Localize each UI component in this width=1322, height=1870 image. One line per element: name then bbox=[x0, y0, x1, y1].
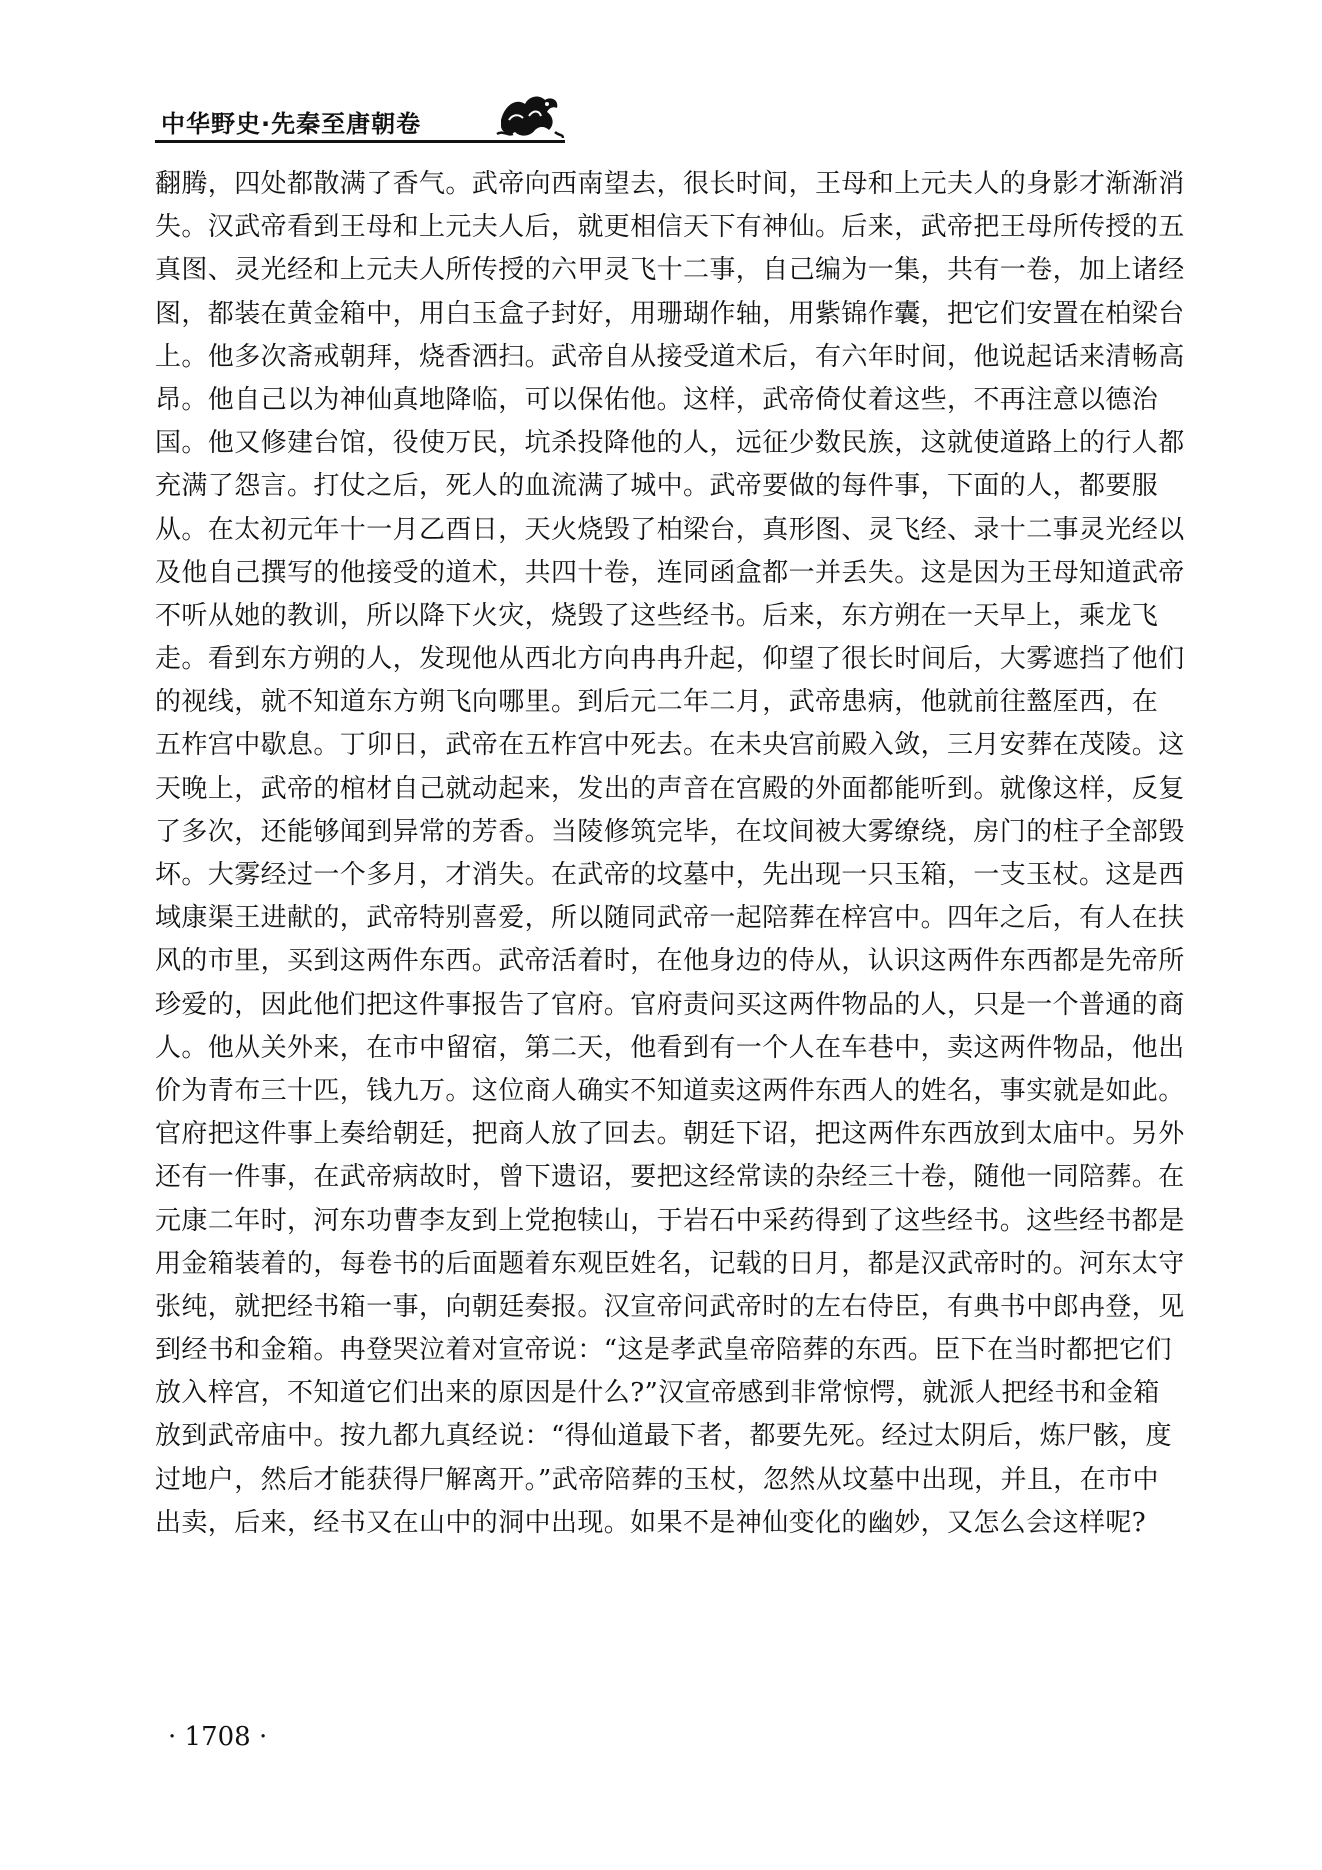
text-line: 风的市里，买到这两件东西。武帝活着时，在他身边的侍从，认识这两件东西都是先帝所 bbox=[155, 946, 1185, 977]
text-line: 还有一件事，在武帝病故时，曾下遗诏，要把这经常读的杂经三十卷，随他一同陪葬。在 bbox=[155, 1162, 1185, 1193]
page-number: · 1708 · bbox=[168, 1722, 268, 1752]
header-rule bbox=[155, 140, 565, 143]
text-line: 翻腾，四处都散满了香气。武帝向西南望去，很长时间，王母和上元夫人的身影才渐渐消 bbox=[155, 169, 1185, 199]
text-line: 从。在太初元年十一月乙酉日，天火烧毁了柏梁台，真形图、灵飞经、录十二事灵光经以 bbox=[155, 514, 1185, 545]
text-line: 到经书和金箱。冉登哭泣着对宣帝说：“这是孝武皇帝陪葬的东西。臣下在当时都把它们 bbox=[155, 1335, 1172, 1366]
text-line: 珍爱的，因此他们把这件事报告了官府。官府责问买这两件物品的人，只是一个普通的商 bbox=[155, 989, 1185, 1020]
text-line: 价为青布三十匹，钱九万。这位商人确实不知道卖这两件东西人的姓名，事实就是如此。 bbox=[155, 1075, 1185, 1106]
text-line: 过地户，然后才能获得尸解离开。”武帝陪葬的玉杖，忽然从坟墓中出现，并且，在市中 bbox=[155, 1464, 1159, 1495]
dragon-emblem-icon bbox=[495, 90, 565, 142]
text-line: 张纯，就把经书箱一事，向朝廷奏报。汉宣帝问武帝时的左右侍臣，有典书中郎冉登，见 bbox=[155, 1291, 1185, 1322]
running-header bbox=[155, 90, 575, 150]
body-text bbox=[155, 163, 1200, 1545]
text-line: 放到武帝庙中。按九都九真经说：“得仙道最下者，都要先死。经过太阴后，炼尸骸，度 bbox=[155, 1421, 1172, 1452]
text-line: 图，都装在黄金箱中，用白玉盒子封好，用珊瑚作轴，用紫锦作囊，把它们安置在柏梁台 bbox=[155, 298, 1185, 329]
text-line: 不听从她的教训，所以降下火灾，烧毁了这些经书。后来，东方朔在一天早上，乘龙飞 bbox=[155, 600, 1159, 631]
text-line: 坏。大雾经过一个多月，才消失。在武帝的坟墓中，先出现一只玉箱，一支玉杖。这是西 bbox=[155, 860, 1185, 890]
text-line: 真图、灵光经和上元夫人所传授的六甲灵飞十二事，自己编为一集，共有一卷，加上诸经 bbox=[155, 255, 1185, 286]
text-line: 天晚上，武帝的棺材自己就动起来，发出的声音在宫殿的外面都能听到。就像这样，反复 bbox=[155, 773, 1185, 804]
text-line: 出卖，后来，经书又在山中的洞中出现。如果不是神仙变化的幽妙，又怎么会这样呢? bbox=[155, 1507, 1147, 1538]
text-line: 元康二年时，河东功曹李友到上党抱犊山，于岩石中采药得到了这些经书。这些经书都是 bbox=[155, 1205, 1185, 1236]
text-line: 上。他多次斋戒朝拜，烧香洒扫。武帝自从接受道术后，有六年时间，他说起话来清畅高 bbox=[155, 341, 1185, 372]
text-line: 充满了怨言。打仗之后，死人的血流满了城中。武帝要做的每件事，下面的人，都要服 bbox=[155, 471, 1159, 502]
text-line: 了多次，还能够闻到异常的芳香。当陵修筑完毕，在坟间被大雾缭绕，房门的柱子全部毁 bbox=[155, 816, 1185, 847]
text-line: 用金箱装着的，每卷书的后面题着东观臣姓名，记载的日月，都是汉武帝时的。河东太守 bbox=[155, 1248, 1185, 1279]
text-line: 放入梓宫，不知道它们出来的原因是什么?”汉宣帝感到非常惊愕，就派人把经书和金箱 bbox=[155, 1378, 1160, 1409]
text-line: 官府把这件事上奏给朝廷，把商人放了回去。朝廷下诏，把这两件东西放到太庙中。另外 bbox=[155, 1119, 1185, 1150]
text-line: 人。他从关外来，在市中留宿，第二天，他看到有一个人在车巷中，卖这两件物品，他出 bbox=[155, 1032, 1185, 1063]
text-line: 昂。他自己以为神仙真地降临，可以保佑他。这样，武帝倚仗着这些，不再注意以德治 bbox=[155, 384, 1159, 415]
text-line: 域康渠王进献的，武帝特别喜爱，所以随同武帝一起陪葬在梓宫中。四年之后，有人在扶 bbox=[155, 903, 1185, 934]
text-line: 国。他又修建台馆，役使万民，坑杀投降他的人，远征少数民族，这就使道路上的行人都 bbox=[155, 428, 1185, 459]
text-line: 五柞宫中歇息。丁卯日，武帝在五柞宫中死去。在未央宫前殿入敛，三月安葬在茂陵。这 bbox=[155, 730, 1185, 761]
book-title: 中华野史·先秦至唐朝卷 bbox=[161, 110, 422, 138]
text-line: 走。看到东方朔的人，发现他从西北方向冉冉升起，仰望了很长时间后，大雾遮挡了他们 bbox=[155, 644, 1185, 675]
text-line: 失。汉武帝看到王母和上元夫人后，就更相信天下有神仙。后来，武帝把王母所传授的五 bbox=[155, 212, 1185, 243]
text-line: 及他自己撰写的他接受的道术，共四十卷，连同函盒都一并丢失。这是因为王母知道武帝 bbox=[155, 557, 1185, 588]
text-line: 的视线，就不知道东方朔飞向哪里。到后元二年二月，武帝患病，他就前往盩厔西，在 bbox=[155, 687, 1159, 718]
